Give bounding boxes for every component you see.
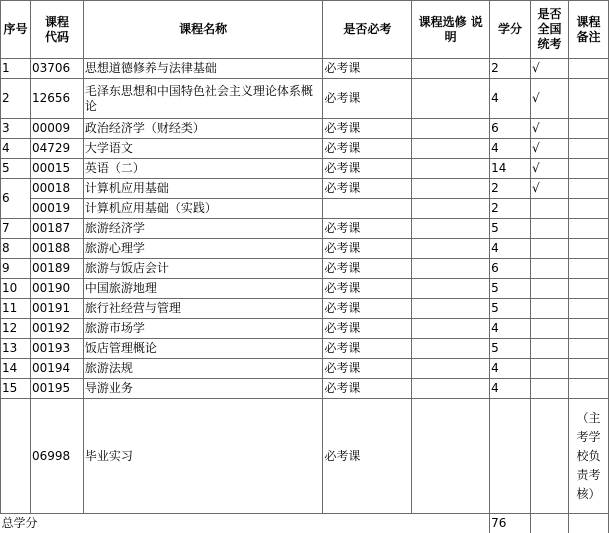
cell-required: 必考课 [323,179,412,199]
cell-name: 毛泽东思想和中国特色社会主义理论体系概论 [83,79,323,119]
cell-no: 1 [1,59,31,79]
cell-remark [568,279,608,299]
total-label: 总学分 [1,514,490,533]
cell-national: √ [531,179,569,199]
table-row [1,399,609,514]
cell-name: 旅游经济学 [83,219,323,239]
cell-note [412,139,490,159]
total-credit: 76 [490,514,531,533]
cell-no: 15 [1,379,31,399]
cell-code: 00189 [30,259,83,279]
header-required: 是否必考 [323,1,412,59]
cell-remark [568,259,608,279]
cell-code: 12656 [30,79,83,119]
cell-code: 00188 [30,239,83,259]
cell-remark [568,79,608,119]
cell-code: 00187 [30,219,83,239]
cell-credit: 4 [490,319,531,339]
cell-national: √ [531,119,569,139]
cell-national [531,319,569,339]
cell-name: 旅游心理学 [83,239,323,259]
cell-code: 00018 [30,179,83,199]
cell-national [531,199,569,219]
cell-required: 必考课 [323,379,412,399]
cell-required: 必考课 [323,139,412,159]
cell-credit: 2 [490,59,531,79]
cell-note [412,239,490,259]
cell-remark [568,239,608,259]
cell-no: 13 [1,339,31,359]
cell-credit: 5 [490,279,531,299]
cell-remark [568,359,608,379]
cell-required: 必考课 [323,399,412,514]
table-row [1,239,609,259]
cell-national: √ [531,159,569,179]
cell-national: √ [531,139,569,159]
cell-national [531,399,569,514]
cell-note [412,319,490,339]
cell-national [531,219,569,239]
table-row [1,319,609,339]
cell-national [531,279,569,299]
cell-required: 必考课 [323,119,412,139]
table-row [1,299,609,319]
cell-code: 03706 [30,59,83,79]
header-name: 课程名称 [83,1,323,59]
cell-code: 00191 [30,299,83,319]
cell-no: 6 [1,179,31,219]
cell-no: 7 [1,219,31,239]
cell-credit: 5 [490,219,531,239]
cell-code: 06998 [30,399,83,514]
cell-required: 必考课 [323,359,412,379]
header-no: 序号 [1,1,31,59]
cell-remark: （主考学校负责考核） [568,399,608,514]
cell-note [412,339,490,359]
cell-required: 必考课 [323,159,412,179]
cell-blank [531,514,569,533]
cell-note [412,119,490,139]
cell-remark [568,219,608,239]
cell-remark [568,139,608,159]
header-credit: 学分 [490,1,531,59]
cell-name: 政治经济学（财经类） [83,119,323,139]
cell-name: 饭店管理概论 [83,339,323,359]
cell-code: 00009 [30,119,83,139]
table-row [1,359,609,379]
cell-name: 计算机应用基础（实践） [83,199,323,219]
cell-name: 大学语文 [83,139,323,159]
cell-note [412,79,490,119]
cell-required: 必考课 [323,279,412,299]
cell-no: 8 [1,239,31,259]
cell-code: 00193 [30,339,83,359]
cell-national [531,379,569,399]
table-row [1,119,609,139]
cell-credit: 4 [490,359,531,379]
cell-remark [568,319,608,339]
cell-credit: 14 [490,159,531,179]
table-row [1,79,609,119]
cell-note [412,299,490,319]
cell-credit: 4 [490,379,531,399]
table-row [1,339,609,359]
cell-name: 旅游与饭店会计 [83,259,323,279]
cell-name: 导游业务 [83,379,323,399]
table-row [1,199,609,219]
cell-national: √ [531,79,569,119]
cell-note [412,279,490,299]
cell-note [412,399,490,514]
cell-no: 4 [1,139,31,159]
cell-code: 00192 [30,319,83,339]
cell-remark [568,59,608,79]
cell-national [531,299,569,319]
cell-note [412,159,490,179]
cell-no [1,399,31,514]
cell-note [412,179,490,199]
cell-required: 必考课 [323,79,412,119]
cell-credit: 4 [490,79,531,119]
cell-remark [568,299,608,319]
cell-credit: 2 [490,179,531,199]
cell-name: 中国旅游地理 [83,279,323,299]
cell-code: 00194 [30,359,83,379]
cell-no: 3 [1,119,31,139]
cell-no: 10 [1,279,31,299]
cell-required: 必考课 [323,299,412,319]
cell-remark [568,179,608,199]
table-row [1,259,609,279]
cell-note [412,199,490,219]
cell-credit: 5 [490,339,531,359]
total-row [1,514,609,533]
cell-credit: 2 [490,199,531,219]
table-row [1,179,609,199]
cell-code: 00015 [30,159,83,179]
cell-code: 00019 [30,199,83,219]
cell-name: 毕业实习 [83,399,323,514]
cell-required: 必考课 [323,319,412,339]
cell-remark [568,379,608,399]
cell-national [531,339,569,359]
cell-no: 14 [1,359,31,379]
cell-credit: 6 [490,119,531,139]
cell-note [412,59,490,79]
table-row [1,219,609,239]
cell-code: 04729 [30,139,83,159]
cell-remark [568,339,608,359]
cell-required: 必考课 [323,239,412,259]
table-row [1,139,609,159]
cell-national: √ [531,59,569,79]
header-row [1,1,609,59]
cell-code: 00195 [30,379,83,399]
cell-no: 9 [1,259,31,279]
cell-credit: 5 [490,299,531,319]
table-row [1,279,609,299]
header-code: 课程 代码 [30,1,83,59]
table-row [1,379,609,399]
cell-no: 2 [1,79,31,119]
cell-required: 必考课 [323,59,412,79]
cell-name: 计算机应用基础 [83,179,323,199]
cell-note [412,359,490,379]
cell-remark [568,159,608,179]
cell-note [412,259,490,279]
cell-remark [568,119,608,139]
cell-name: 英语（二） [83,159,323,179]
cell-credit: 6 [490,259,531,279]
cell-required [323,199,412,219]
cell-name: 旅行社经营与管理 [83,299,323,319]
cell-remark [568,199,608,219]
cell-required: 必考课 [323,219,412,239]
cell-name: 旅游市场学 [83,319,323,339]
cell-national [531,359,569,379]
cell-no: 12 [1,319,31,339]
cell-required: 必考课 [323,259,412,279]
cell-name: 旅游法规 [83,359,323,379]
cell-note [412,379,490,399]
cell-credit: 4 [490,139,531,159]
table-row [1,159,609,179]
cell-required: 必考课 [323,339,412,359]
header-national: 是否全国统考 [531,1,569,59]
cell-name: 思想道德修养与法律基础 [83,59,323,79]
cell-national [531,259,569,279]
cell-code: 00190 [30,279,83,299]
header-elective-note: 课程选修 说明 [412,1,490,59]
cell-no: 5 [1,159,31,179]
cell-note [412,219,490,239]
table-row [1,59,609,79]
cell-no: 11 [1,299,31,319]
header-remark: 课程备注 [568,1,608,59]
cell-blank [568,514,608,533]
cell-credit: 4 [490,239,531,259]
cell-credit [490,399,531,514]
cell-national [531,239,569,259]
